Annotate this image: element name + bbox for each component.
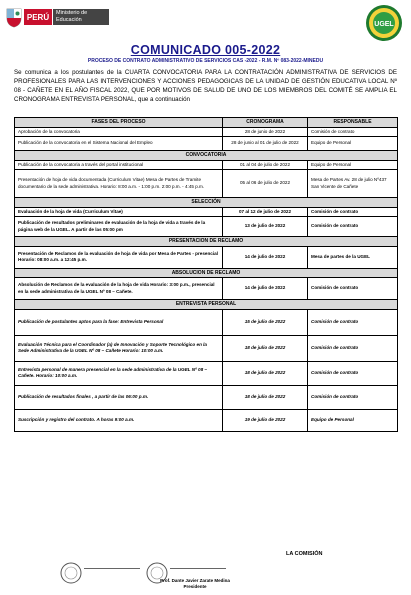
header-schedule: CRONOGRAMA <box>223 118 308 128</box>
cell-responsible: Comisión de contrato <box>308 278 398 300</box>
cell-date: 18 de julio de 2022 <box>223 361 308 385</box>
signer-block <box>140 578 250 590</box>
section-header-row <box>15 151 398 161</box>
header-phase: FASES DEL PROCESO <box>15 118 223 128</box>
cell-responsible: Mesa de Partes Av. 28 de julio Nº437 San Vicente de Cañete <box>308 170 398 198</box>
schedule-table <box>14 117 398 432</box>
comision-label: LA COMISIÓN <box>286 551 323 557</box>
table-row <box>15 127 398 137</box>
section-header-row <box>15 237 398 247</box>
cell-phase: Aprobación de la convocatoria <box>15 127 223 137</box>
cell-phase: Evaluación Técnica para el Coordinador (a) de Innovación y Soporte Tecnológico en la Sede Administrativa de la UGEL Nº 08 – Cañete Horario: 10:00 a.m. <box>15 335 223 361</box>
table-row <box>15 385 398 409</box>
cell-responsible: Comisión de contrato <box>308 207 398 217</box>
cell-phase: Suscripción y registro del contrato. A horas 9:00 a.m. <box>15 409 223 431</box>
cell-date: 14 de julio de 2022 <box>223 278 308 300</box>
signature-line-left <box>84 568 140 569</box>
table-row <box>15 137 398 151</box>
cell-phase: Publicación de postulantes aptos para la fase: Entrevista Personal <box>15 309 223 335</box>
table-row <box>15 409 398 431</box>
cell-date: 28 de junio de 2022 <box>223 127 308 137</box>
cell-date: 28 de junio al 01 de julio de 2022 <box>223 137 308 151</box>
cell-responsible: Equipo de Personal <box>308 137 398 151</box>
cell-phase: Entrevista personal de manera presencial en la sede administrativa de la UGEL Nº 08 – Cañete. Horario: 10:00 a.m. <box>15 361 223 385</box>
cell-date: 14 de julio de 2022 <box>223 246 308 268</box>
cell-phase: Publicación de la convocatoria a través del portal institucional <box>15 160 223 170</box>
header <box>0 0 411 42</box>
peru-label: PERÚ <box>24 9 52 25</box>
table-row <box>15 335 398 361</box>
table-row <box>15 361 398 385</box>
cell-date: 18 de julio de 2022 <box>223 335 308 361</box>
cell-date: 13 de julio de 2022 <box>223 217 308 237</box>
section-title: PRESENTACION DE RECLAMO <box>15 237 398 247</box>
cell-phase: Publicación de resultados finales , a partir de las 06:00 p.m. <box>15 385 223 409</box>
section-title: SELECCIÓN <box>15 198 398 208</box>
peru-coat-of-arms-icon <box>6 8 22 28</box>
cell-responsible: Mesa de partes de la UGEL <box>308 246 398 268</box>
cell-phase: Publicación de resultados preliminares de evaluación de la hoja de vida a través de la página web de la UGEL. A partir de las 05:00 pm <box>15 217 223 237</box>
signer-name: Prof. Dante Javier Zarate Medina <box>160 578 230 583</box>
table-row <box>15 160 398 170</box>
table-row <box>15 217 398 237</box>
cell-date: 05 al 06 de julio de 2022 <box>223 170 308 198</box>
section-title: ENTREVISTA PERSONAL <box>15 300 398 310</box>
section-title: ABSOLUCION DE RECLAMO <box>15 268 398 278</box>
section-title: CONVOCATORIA <box>15 151 398 161</box>
table-row <box>15 278 398 300</box>
official-seal-icon <box>60 562 82 584</box>
cell-date: 18 de julio de 2022 <box>223 385 308 409</box>
cell-responsible: Comisión de contrato <box>308 361 398 385</box>
section-header-row <box>15 268 398 278</box>
cell-responsible: Comisión de contrato <box>308 309 398 335</box>
ugel-logo-text: UGEL <box>374 21 394 28</box>
ugel-logo-icon <box>365 4 403 42</box>
cell-responsible: Comisión de contrato <box>308 335 398 361</box>
cell-date: 01 al 04 de julio de 2022 <box>223 160 308 170</box>
section-header-row <box>15 300 398 310</box>
cell-phase: Absolución de Reclamos de la evaluación de la hoja de vida Horario: 3:00 p.m., presencial en la sede administrativa de la UGEL Nº 08 – Cañete. <box>15 278 223 300</box>
table-row <box>15 170 398 198</box>
cell-responsible: Comisión de contrato <box>308 217 398 237</box>
cell-date: 15 de julio de 2022 <box>223 309 308 335</box>
section-header-row <box>15 198 398 208</box>
page-title: COMUNICADO 005-2022 <box>130 43 281 57</box>
cell-phase: Publicación de la convocatoria en el Sistema Nacional del Empleo <box>15 137 223 151</box>
signer-role: Presidente <box>183 584 207 589</box>
intro-paragraph: Se comunica a los postulantes de la CUARTA CONVOCATORIA PARA LA CONTRATACIÓN ADMINISTRATIVA DE SERVICIOS DE PROFESIONALES PARA LAS INTERVENCIONES Y ACCIONES PEDAGOGICAS DE LA UNIDAD DE GESTIÓN EDUCATIVA LOCAL Nº 08 - CAÑETE EN EL AÑO FISCAL 2022, QUE POR MOTIVOS DE SALUD DE UNO DE LOS MIEMBROS DEL COMITÉ SE AMPLIA EL CRONOGRAMA ENTREVISTA PERSONAL, que a continuación <box>14 69 397 103</box>
cell-responsible: Equipo de Personal <box>308 409 398 431</box>
signature-line-right <box>170 568 226 569</box>
cell-date: 19 de julio de 2022 <box>223 409 308 431</box>
cell-phase: Evaluación de la hoja de vida (Curriculum Vitae) <box>15 207 223 217</box>
cell-responsible: Comisión de contrato <box>308 127 398 137</box>
cell-phase: Presentación de Reclamos de la evaluación de hoja de vida por Mesa de Partes - presencial Horario: 08:00 a.m. a 12:45 p.m. <box>15 246 223 268</box>
ministry-label: Ministerio de Educación <box>53 9 109 25</box>
cell-responsible: Equipo de Personal <box>308 160 398 170</box>
cell-responsible: Comisión de contrato <box>308 385 398 409</box>
cell-date: 07 al 12 de julio de 2022 <box>223 207 308 217</box>
table-row <box>15 309 398 335</box>
page-subtitle: PROCESO DE CONTRATO ADMINISTRATIVO DE SERVICIOS CAS -2022 - R.M. Nº 083-2022-MINEDU <box>87 58 324 64</box>
table-header-row <box>15 118 398 128</box>
table-row <box>15 246 398 268</box>
cell-phase: Presentación de hoja de vida documentada (Curriculum Vitae) Mesa de Partes de Tramite documentario de la sede administrativa. Horario: 8:00 a.m. - 1:00 p.m. 2:00 p.m. - 4:45 p.m. <box>15 170 223 198</box>
table-row <box>15 207 398 217</box>
header-responsible: RESPONSABLE <box>308 118 398 128</box>
